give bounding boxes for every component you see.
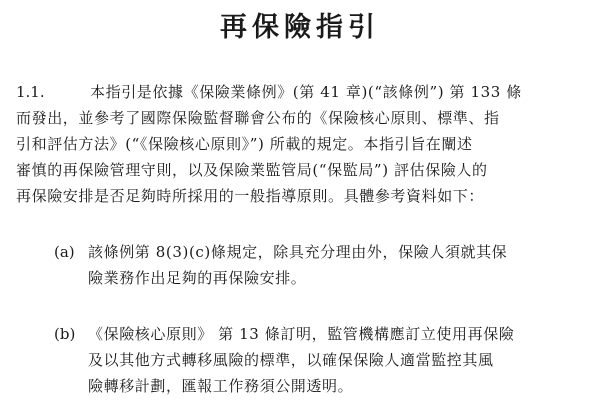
list-item-line: 該條例第 8(3)(c)條規定，除具充分理由外，保險人須就其保 (88, 243, 508, 261)
list-item-label: (b) (54, 325, 76, 343)
section-number: 1.1. (16, 83, 45, 101)
list-item-label: (a) (54, 243, 75, 261)
paragraph-line: 再保險安排是否足夠時所採用的一般指導原則。具體參考資料如下： (16, 187, 485, 205)
list-item-line: 險轉移計劃，匯報工作務須公開透明。 (88, 377, 354, 395)
paragraph-line: 而發出，並參考了國際保險監督聯會公布的《保險核心原則、標準、指 (16, 109, 500, 127)
paragraph-line: 引和評估方法》(“《保險核心原則》”) 所載的規定。本指引旨在闡述 (16, 135, 473, 153)
paragraph-line: 審慎的再保險管理守則，以及保險業監管局(“保監局”) 評估保險人的 (16, 161, 488, 179)
document-title: 再保險指引 (220, 12, 380, 43)
paragraph-line: 本指引是依據《保險業條例》(第 41 章)(“該條例”) 第 133 條 (90, 83, 522, 101)
list-item-line: 險業務作出足夠的再保險安排。 (88, 269, 307, 287)
list-item-line: 及以其他方式轉移風險的標準，以確保保險人適當監控其風 (88, 351, 494, 369)
list-item-line: 《保險核心原則》 第 13 條訂明，監管機構應訂立使用再保險 (88, 325, 515, 343)
